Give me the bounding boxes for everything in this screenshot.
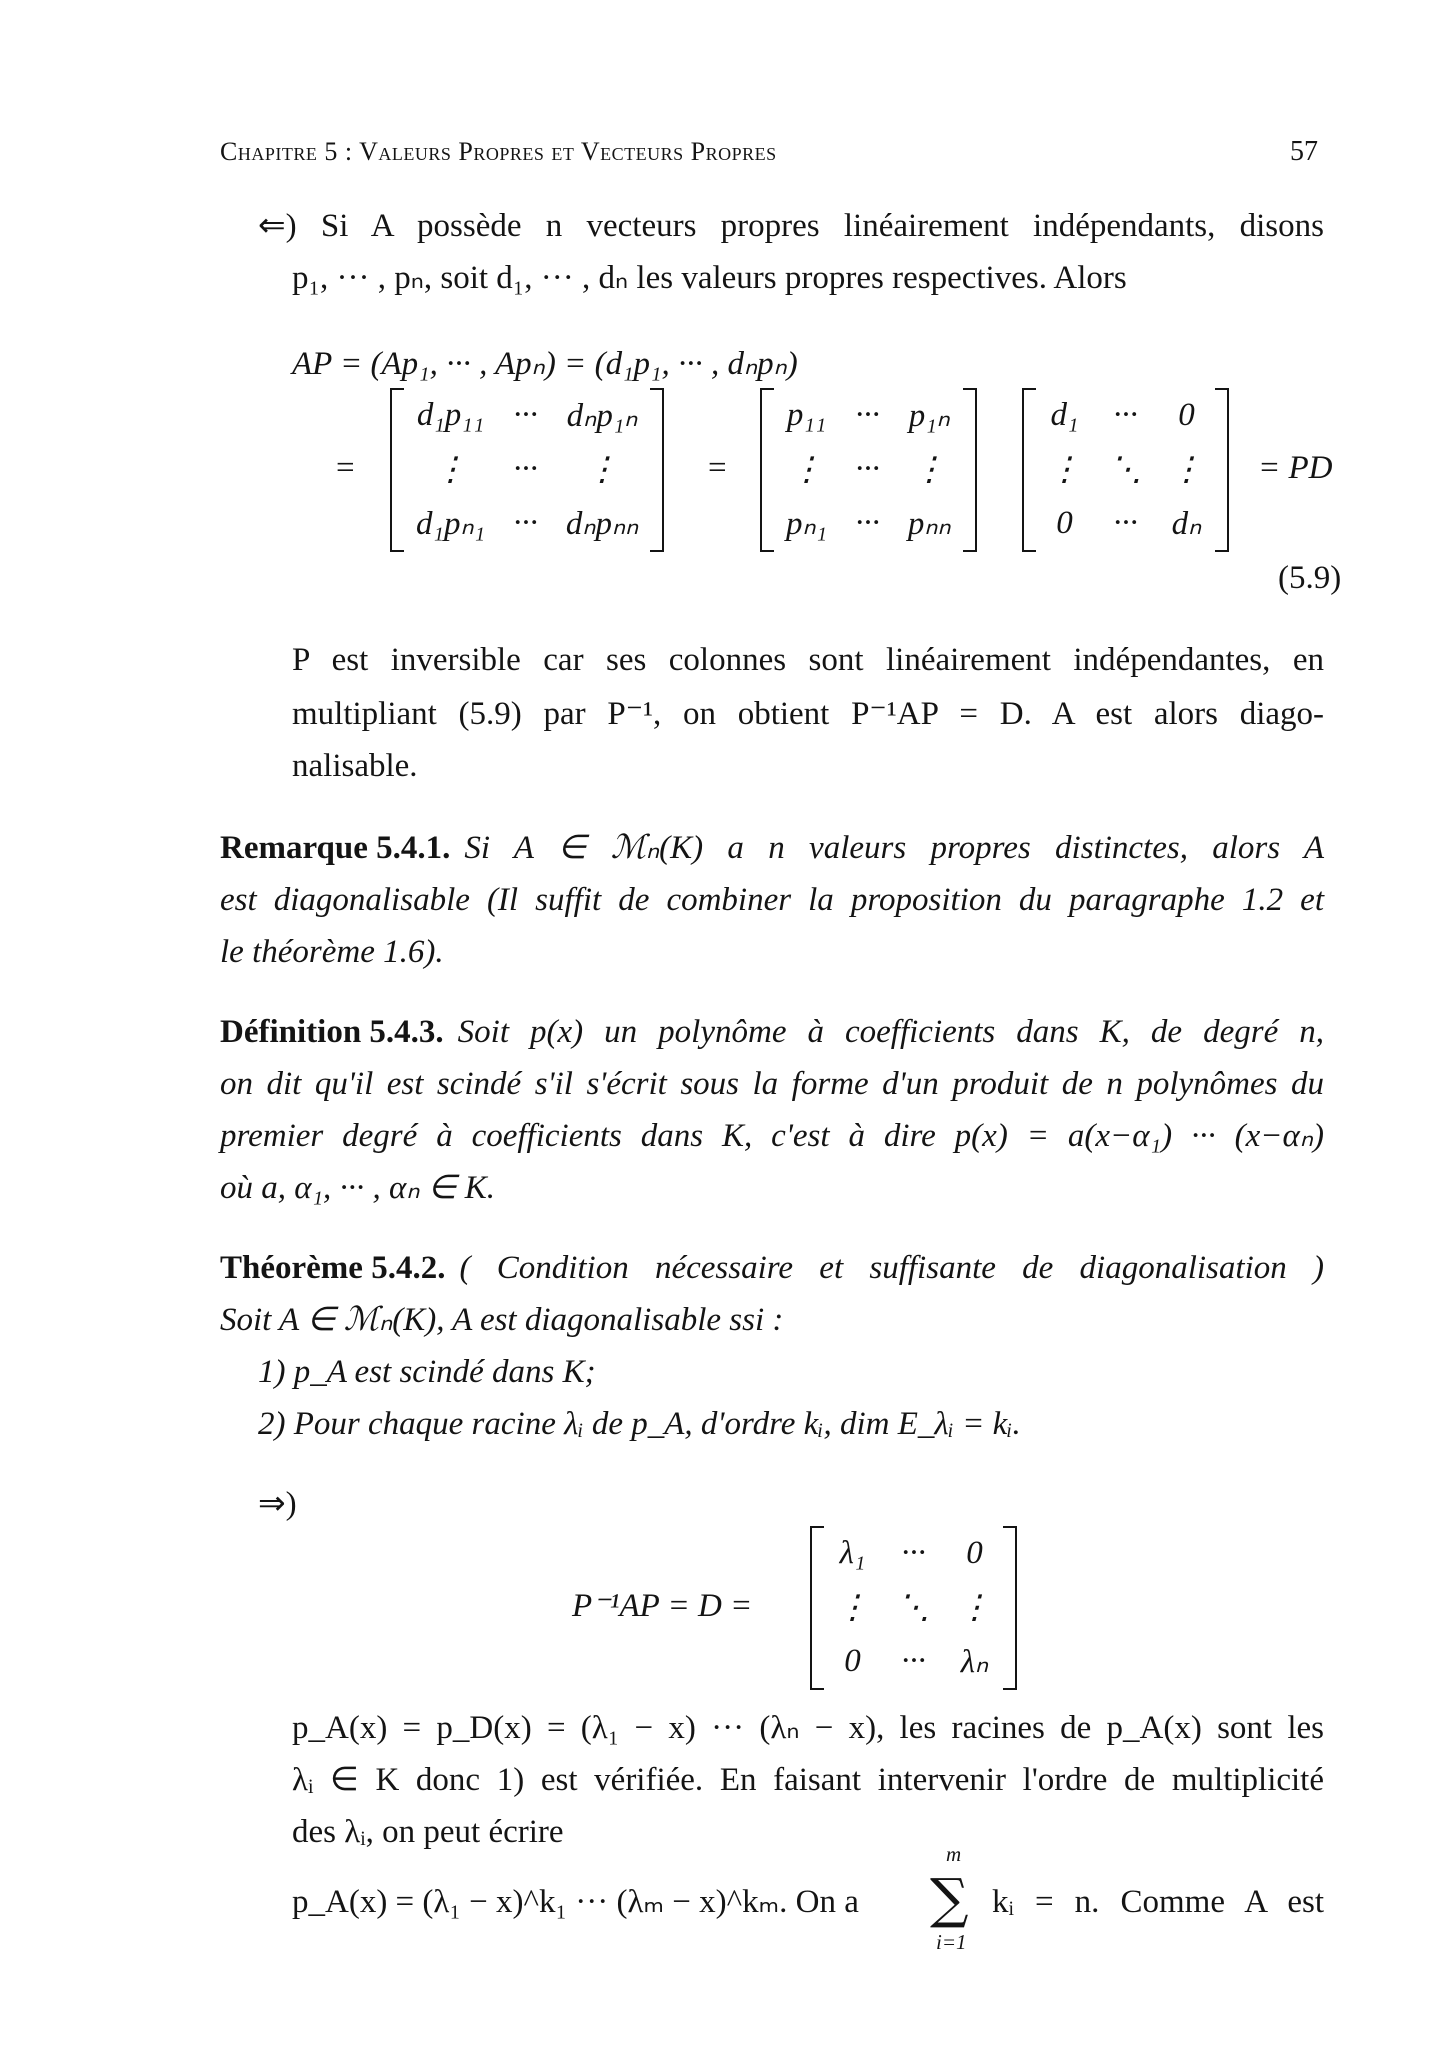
proof-line: p_A(x) = p_D(x) = (λ₁ − x) ··· (λₙ − x), les racines de p_A(x) sont les [292,1710,1324,1746]
bracket-left [810,1526,824,1690]
paragraph-line: nalisable. [292,748,418,784]
bracket-left [390,388,404,552]
proof-line: kᵢ = n. Comme A est [992,1884,1324,1920]
matrix-cell: d₁pₙ₁ [416,506,486,542]
matrix-cell: dₙ [1171,506,1202,542]
matrix-d [1022,388,1229,552]
paragraph-line: multipliant (5.9) par P⁻¹, on obtient P⁻¹AP = D. A est alors diago- [292,696,1324,732]
paragraph-line: P est inversible car ses colonnes sont linéairement indépendantes, en [292,642,1324,678]
remark-line: est diagonalisable (Il suffit de combiner la proposition du paragraphe 1.2 et [220,882,1324,918]
matrix-lambda-grid [824,1526,1003,1690]
matrix-cell: ··· [513,504,538,541]
matrix-cell: λₙ [960,1644,989,1680]
matrix-cell: ⋮ [585,452,619,488]
proof-line: λᵢ ∈ K donc 1) est vérifiée. En faisant intervenir l'ordre de multiplicité [292,1762,1324,1798]
matrix-cell: ⋮ [790,452,824,488]
proof-line: ⇐) Si A possède n vecteurs propres linéairement indépendants, disons [258,208,1324,244]
remark-line [220,828,1324,868]
proof-line: p_A(x) = (λ₁ − x)^k₁ ··· (λₘ − x)^kₘ. On a [292,1884,859,1920]
theorem-title: ( Condition nécessaire et suffisante de diagonalisation ) [459,1250,1324,1286]
remark-label: Remarque 5.4.1. [220,830,451,866]
bracket-right [1215,388,1229,552]
matrix-cell: ⋮ [1170,452,1203,488]
definition-line: premier degré à coefficients dans K, c'est à dire p(x) = a(x−α₁) ··· (x−αₙ) [220,1118,1324,1154]
page-number: 57 [1290,136,1318,167]
definition-line [220,1012,1324,1052]
proof-line: des λᵢ, on peut écrire [292,1814,564,1850]
matrix-cell: ··· [1113,504,1138,541]
sum-icon: ∑ [930,1867,969,1930]
bracket-right [650,388,664,552]
matrix-cell: d₁p₁₁ [416,396,485,433]
definition-line: où a, α₁, ··· , αₙ ∈ K. [220,1170,496,1206]
theorem-line [220,1248,1324,1288]
matrix-cell: p₁ₙ [908,398,950,434]
matrix-cell: 0 [1178,396,1195,433]
matrix-cell: ··· [1113,396,1138,433]
equation-label: (5.9) [1278,560,1342,596]
matrix-cell: d₁ [1050,396,1079,433]
matrix-cell: ··· [855,396,880,433]
matrix-cell: pₙₙ [907,506,951,542]
matrix-cell: ··· [901,1534,926,1571]
matrix-dp-grid [404,388,650,552]
matrix-cell: ⋮ [1048,452,1081,488]
matrix-cell: ··· [901,1642,926,1679]
bracket-right [1003,1526,1017,1690]
matrix-cell: dₙp₁ₙ [566,398,638,434]
remark-line: le théorème 1.6). [220,934,444,970]
equals-sign: = [708,450,727,486]
matrix-cell: ⋮ [958,1590,991,1626]
sum-upper-limit: m [946,1842,962,1866]
theorem-label: Théorème 5.4.2. [220,1250,446,1286]
bracket-left [760,388,774,552]
matrix-cell: ⋮ [912,452,946,488]
matrix-dp [390,388,664,552]
bracket-right [963,388,977,552]
matrix-p [760,388,977,552]
chapter-header: Chapitre 5 : Valeurs Propres et Vecteurs Propres [220,137,777,166]
matrix-cell: ⋱ [1109,452,1142,488]
remark-text: Si A ∈ ℳₙ(K) a n valeurs propres distinctes, alors A [464,830,1324,866]
equation-result: = PD [1258,450,1333,486]
matrix-d-grid [1036,388,1215,552]
theorem-line: Soit A ∈ ℳₙ(K), A est diagonalisable ssi : [220,1302,784,1338]
matrix-cell: ··· [513,396,538,433]
bracket-left [1022,388,1036,552]
matrix-cell: dₙpₙₙ [565,506,639,542]
matrix-cell: p₁₁ [786,396,827,433]
sum-lower-limit: i=1 [936,1930,967,1954]
matrix-cell: ⋮ [434,452,468,488]
definition-label: Définition 5.4.3. [220,1014,444,1050]
matrix-cell: ··· [855,504,880,541]
equation-lhs: P⁻¹AP = D = [572,1588,753,1624]
equation-line: AP = (Ap₁, ··· , Apₙ) = (d₁p₁, ··· , dₙpₙ) [292,346,798,382]
theorem-condition: 2) Pour chaque racine λᵢ de p_A, d'ordre kᵢ, dim E_λᵢ = kᵢ. [258,1406,1021,1442]
proof-line: p₁, ··· , pₙ, soit d₁, ··· , dₙ les valeurs propres respectives. Alors [292,260,1127,296]
matrix-cell: ⋱ [897,1590,930,1626]
equals-sign: = [336,450,355,486]
matrix-cell: 0 [1056,504,1073,541]
matrix-cell: 0 [844,1642,861,1679]
matrix-cell: ··· [855,450,880,487]
implication-arrow: ⇒) [258,1486,297,1522]
matrix-lambda [810,1526,1017,1690]
matrix-cell: pₙ₁ [786,506,828,542]
theorem-condition: 1) p_A est scindé dans K; [258,1354,596,1390]
matrix-cell: ⋮ [836,1590,869,1626]
matrix-cell: ··· [513,450,538,487]
definition-line: on dit qu'il est scindé s'il s'écrit sous la forme d'un produit de n polynômes du [220,1066,1324,1102]
matrix-cell: λ₁ [839,1534,866,1571]
definition-text: Soit p(x) un polynôme à coefficients dans K, de degré n, [457,1014,1324,1050]
matrix-cell: 0 [966,1534,983,1571]
matrix-p-grid [774,388,963,552]
